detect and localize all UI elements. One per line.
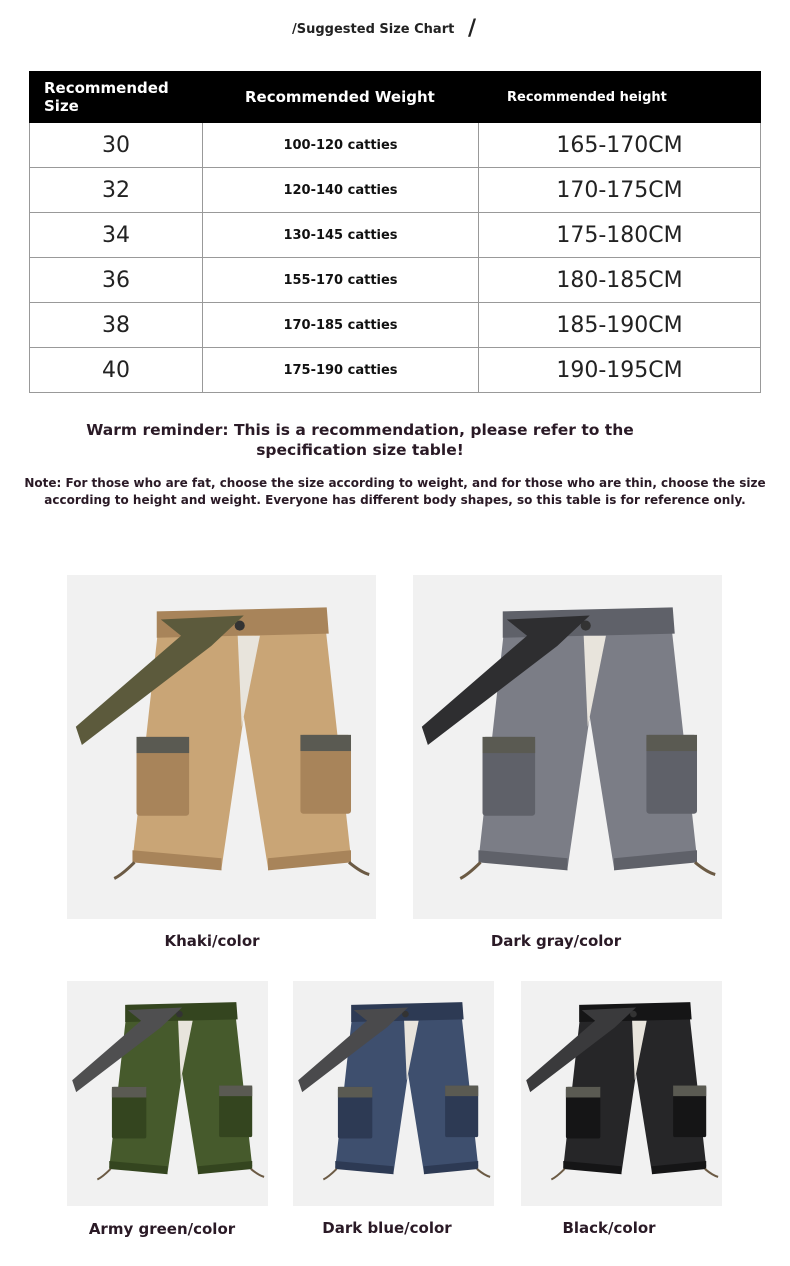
cell-height: 185-190CM <box>479 303 761 348</box>
pocket-flap-left <box>483 737 536 753</box>
caption-army-green: Army green/color <box>88 1220 236 1238</box>
product-photo-army-green <box>67 981 268 1206</box>
size-table <box>29 71 761 393</box>
caption-dark-blue: Dark blue/color <box>322 1219 452 1237</box>
caption-khaki: Khaki/color <box>164 932 260 950</box>
pocket-flap-left <box>338 1087 372 1098</box>
cell-height: 165-170CM <box>479 123 761 168</box>
pocket-flap-left <box>137 737 190 753</box>
cell-weight: 155-170 catties <box>203 258 479 303</box>
table-row <box>30 123 761 168</box>
cell-height: 170-175CM <box>479 168 761 213</box>
column-header-weight: Recommended Weight <box>203 72 479 123</box>
product-photo-black <box>521 981 722 1206</box>
drawstring-left <box>551 1169 564 1180</box>
drawstring-right <box>251 1169 264 1177</box>
pocket-flap-right <box>646 735 697 751</box>
warm-reminder: Warm reminder: This is a recommendation, please refer to the specification size table! <box>86 421 634 459</box>
cell-height: 180-185CM <box>479 258 761 303</box>
column-header-height: Recommended height <box>479 72 761 123</box>
pocket-flap-right <box>445 1086 478 1097</box>
table-header-row <box>30 72 761 123</box>
cell-weight: 130-145 catties <box>203 213 479 258</box>
pocket-flap-right <box>219 1086 252 1097</box>
table-row <box>30 303 761 348</box>
cell-weight: 170-185 catties <box>203 303 479 348</box>
drawstring-left <box>97 1169 110 1180</box>
pocket-flap-left <box>566 1087 600 1098</box>
pocket-flap-right <box>673 1086 706 1097</box>
caption-dark-gray: Dark gray/color <box>490 932 622 950</box>
table-row <box>30 168 761 213</box>
cell-weight: 175-190 catties <box>203 348 479 393</box>
cell-size: 38 <box>30 303 203 348</box>
product-photo-khaki <box>67 575 376 919</box>
drawstring-left <box>323 1169 336 1180</box>
drawstring-right <box>349 862 369 874</box>
title-slash: / <box>468 16 477 41</box>
cell-size: 36 <box>30 258 203 303</box>
pocket-flap-right <box>300 735 351 751</box>
cell-size: 34 <box>30 213 203 258</box>
cell-weight: 100-120 catties <box>203 123 479 168</box>
cell-height: 175-180CM <box>479 213 761 258</box>
cell-height: 190-195CM <box>479 348 761 393</box>
product-photo-dark-gray <box>413 575 722 919</box>
table-row <box>30 258 761 303</box>
cell-size: 30 <box>30 123 203 168</box>
drawstring-left <box>114 862 134 878</box>
drawstring-right <box>477 1169 490 1177</box>
drawstring-right <box>705 1169 718 1177</box>
cell-size: 40 <box>30 348 203 393</box>
column-header-size: Recommended Size <box>30 72 203 123</box>
product-photo-dark-blue <box>293 981 494 1206</box>
cell-size: 32 <box>30 168 203 213</box>
cell-weight: 120-140 catties <box>203 168 479 213</box>
size-chart-title: /Suggested Size Chart <box>292 22 455 37</box>
drawstring-left <box>460 862 480 878</box>
pocket-flap-left <box>112 1087 146 1098</box>
table-row <box>30 213 761 258</box>
caption-black: Black/color <box>562 1219 656 1237</box>
size-note: Note: For those who are fat, choose the size according to weight, and for those who are thin, choose the size according to height and weight. Everyone has different body shapes, so this table is for reference only. <box>24 476 766 507</box>
table-row <box>30 348 761 393</box>
drawstring-right <box>695 862 715 874</box>
